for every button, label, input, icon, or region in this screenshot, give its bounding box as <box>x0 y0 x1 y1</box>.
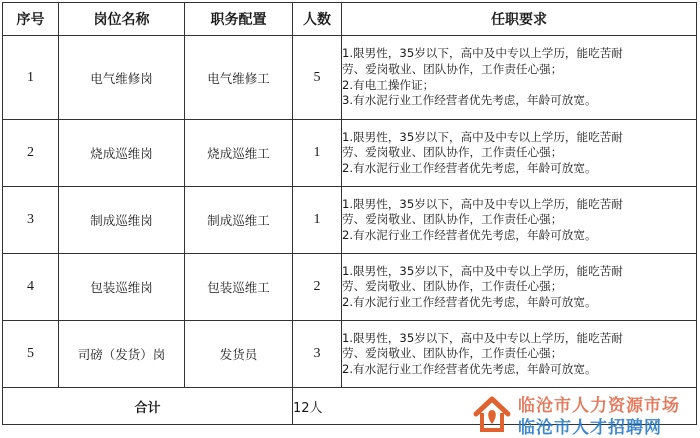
row-title: 发货员 <box>185 321 293 388</box>
total-label: 合计 <box>3 388 293 425</box>
requirement-line: 1.限男性，35岁以下，高中及中专以上学历，能吃苦耐 <box>342 46 623 61</box>
requirement-line: 2.有水泥行业工作经营者优先考虑，年龄可放宽。 <box>342 294 597 309</box>
row-position: 烧成巡维岗 <box>59 120 185 187</box>
watermark <box>472 390 692 436</box>
requirement-line: 1.限男性，35岁以下，高中及中专以上学历，能吃苦耐 <box>342 263 623 278</box>
table-row <box>3 120 697 187</box>
header-position: 岗位名称 <box>59 3 185 36</box>
requirement-line: 1.限男性，35岁以下，高中及中专以上学历，能吃苦耐 <box>342 196 623 211</box>
header-title: 职务配置 <box>185 3 293 36</box>
row-index: 2 <box>3 120 59 187</box>
requirement-line: 1.限男性，35岁以下，高中及中专以上学历，能吃苦耐 <box>342 330 623 345</box>
row-count: 5 <box>293 36 342 120</box>
watermark-line2: 临沧市人才招聘网 <box>518 418 662 438</box>
table-row <box>3 187 697 254</box>
requirement-line: 3.有水泥行业工作经营者优先考虑，年龄可放宽。 <box>342 93 597 108</box>
row-title: 电气维修工 <box>185 36 293 120</box>
table-row <box>3 254 697 321</box>
row-title: 包装巡维工 <box>185 254 293 321</box>
requirement-line: 2.有电工操作证； <box>342 77 435 92</box>
header-row <box>3 3 697 36</box>
table-row <box>3 36 697 120</box>
house-logo-icon <box>472 394 512 434</box>
row-index: 5 <box>3 321 59 388</box>
row-position: 包装巡维岗 <box>59 254 185 321</box>
requirement-line: 2.有水泥行业工作经营者优先考虑，年龄可放宽。 <box>342 227 597 242</box>
requirement-line: 2.有水泥行业工作经营者优先考虑，年龄可放宽。 <box>342 160 597 175</box>
requirement-line: 劳、爱岗敬业、团队协作，工作责任心强； <box>342 145 563 160</box>
total-value: 12人 <box>293 388 697 425</box>
row-requirements <box>342 120 697 187</box>
requirement-line: 劳、爱岗敬业、团队协作，工作责任心强； <box>342 212 563 227</box>
row-index: 4 <box>3 254 59 321</box>
header-count: 人数 <box>293 3 342 36</box>
row-position: 电气维修岗 <box>59 36 185 120</box>
row-count: 3 <box>293 321 342 388</box>
row-position: 制成巡维岗 <box>59 187 185 254</box>
row-index: 1 <box>3 36 59 120</box>
row-requirements <box>342 254 697 321</box>
row-position: 司磅（发货）岗 <box>59 321 185 388</box>
header-requirements: 任职要求 <box>342 3 697 36</box>
requirement-line: 劳、爱岗敬业、团队协作，工作责任心强； <box>342 279 563 294</box>
row-requirements <box>342 36 697 120</box>
requirement-line: 劳、爱岗敬业、团队协作，工作责任心强； <box>342 61 563 76</box>
job-table <box>2 2 697 425</box>
requirement-line: 2.有水泥行业工作经营者优先考虑，年龄可放宽。 <box>342 361 597 376</box>
row-title: 烧成巡维工 <box>185 120 293 187</box>
watermark-line1: 临沧市人力资源市场 <box>518 396 680 416</box>
row-requirements <box>342 321 697 388</box>
table-row <box>3 321 697 388</box>
row-title: 制成巡维工 <box>185 187 293 254</box>
header-index: 序号 <box>3 3 59 36</box>
requirement-line: 1.限男性，35岁以下，高中及中专以上学历，能吃苦耐 <box>342 129 623 144</box>
row-index: 3 <box>3 187 59 254</box>
row-count: 1 <box>293 120 342 187</box>
requirement-line: 劳、爱岗敬业、团队协作，工作责任心强； <box>342 346 563 361</box>
row-count: 2 <box>293 254 342 321</box>
row-count: 1 <box>293 187 342 254</box>
row-requirements <box>342 187 697 254</box>
